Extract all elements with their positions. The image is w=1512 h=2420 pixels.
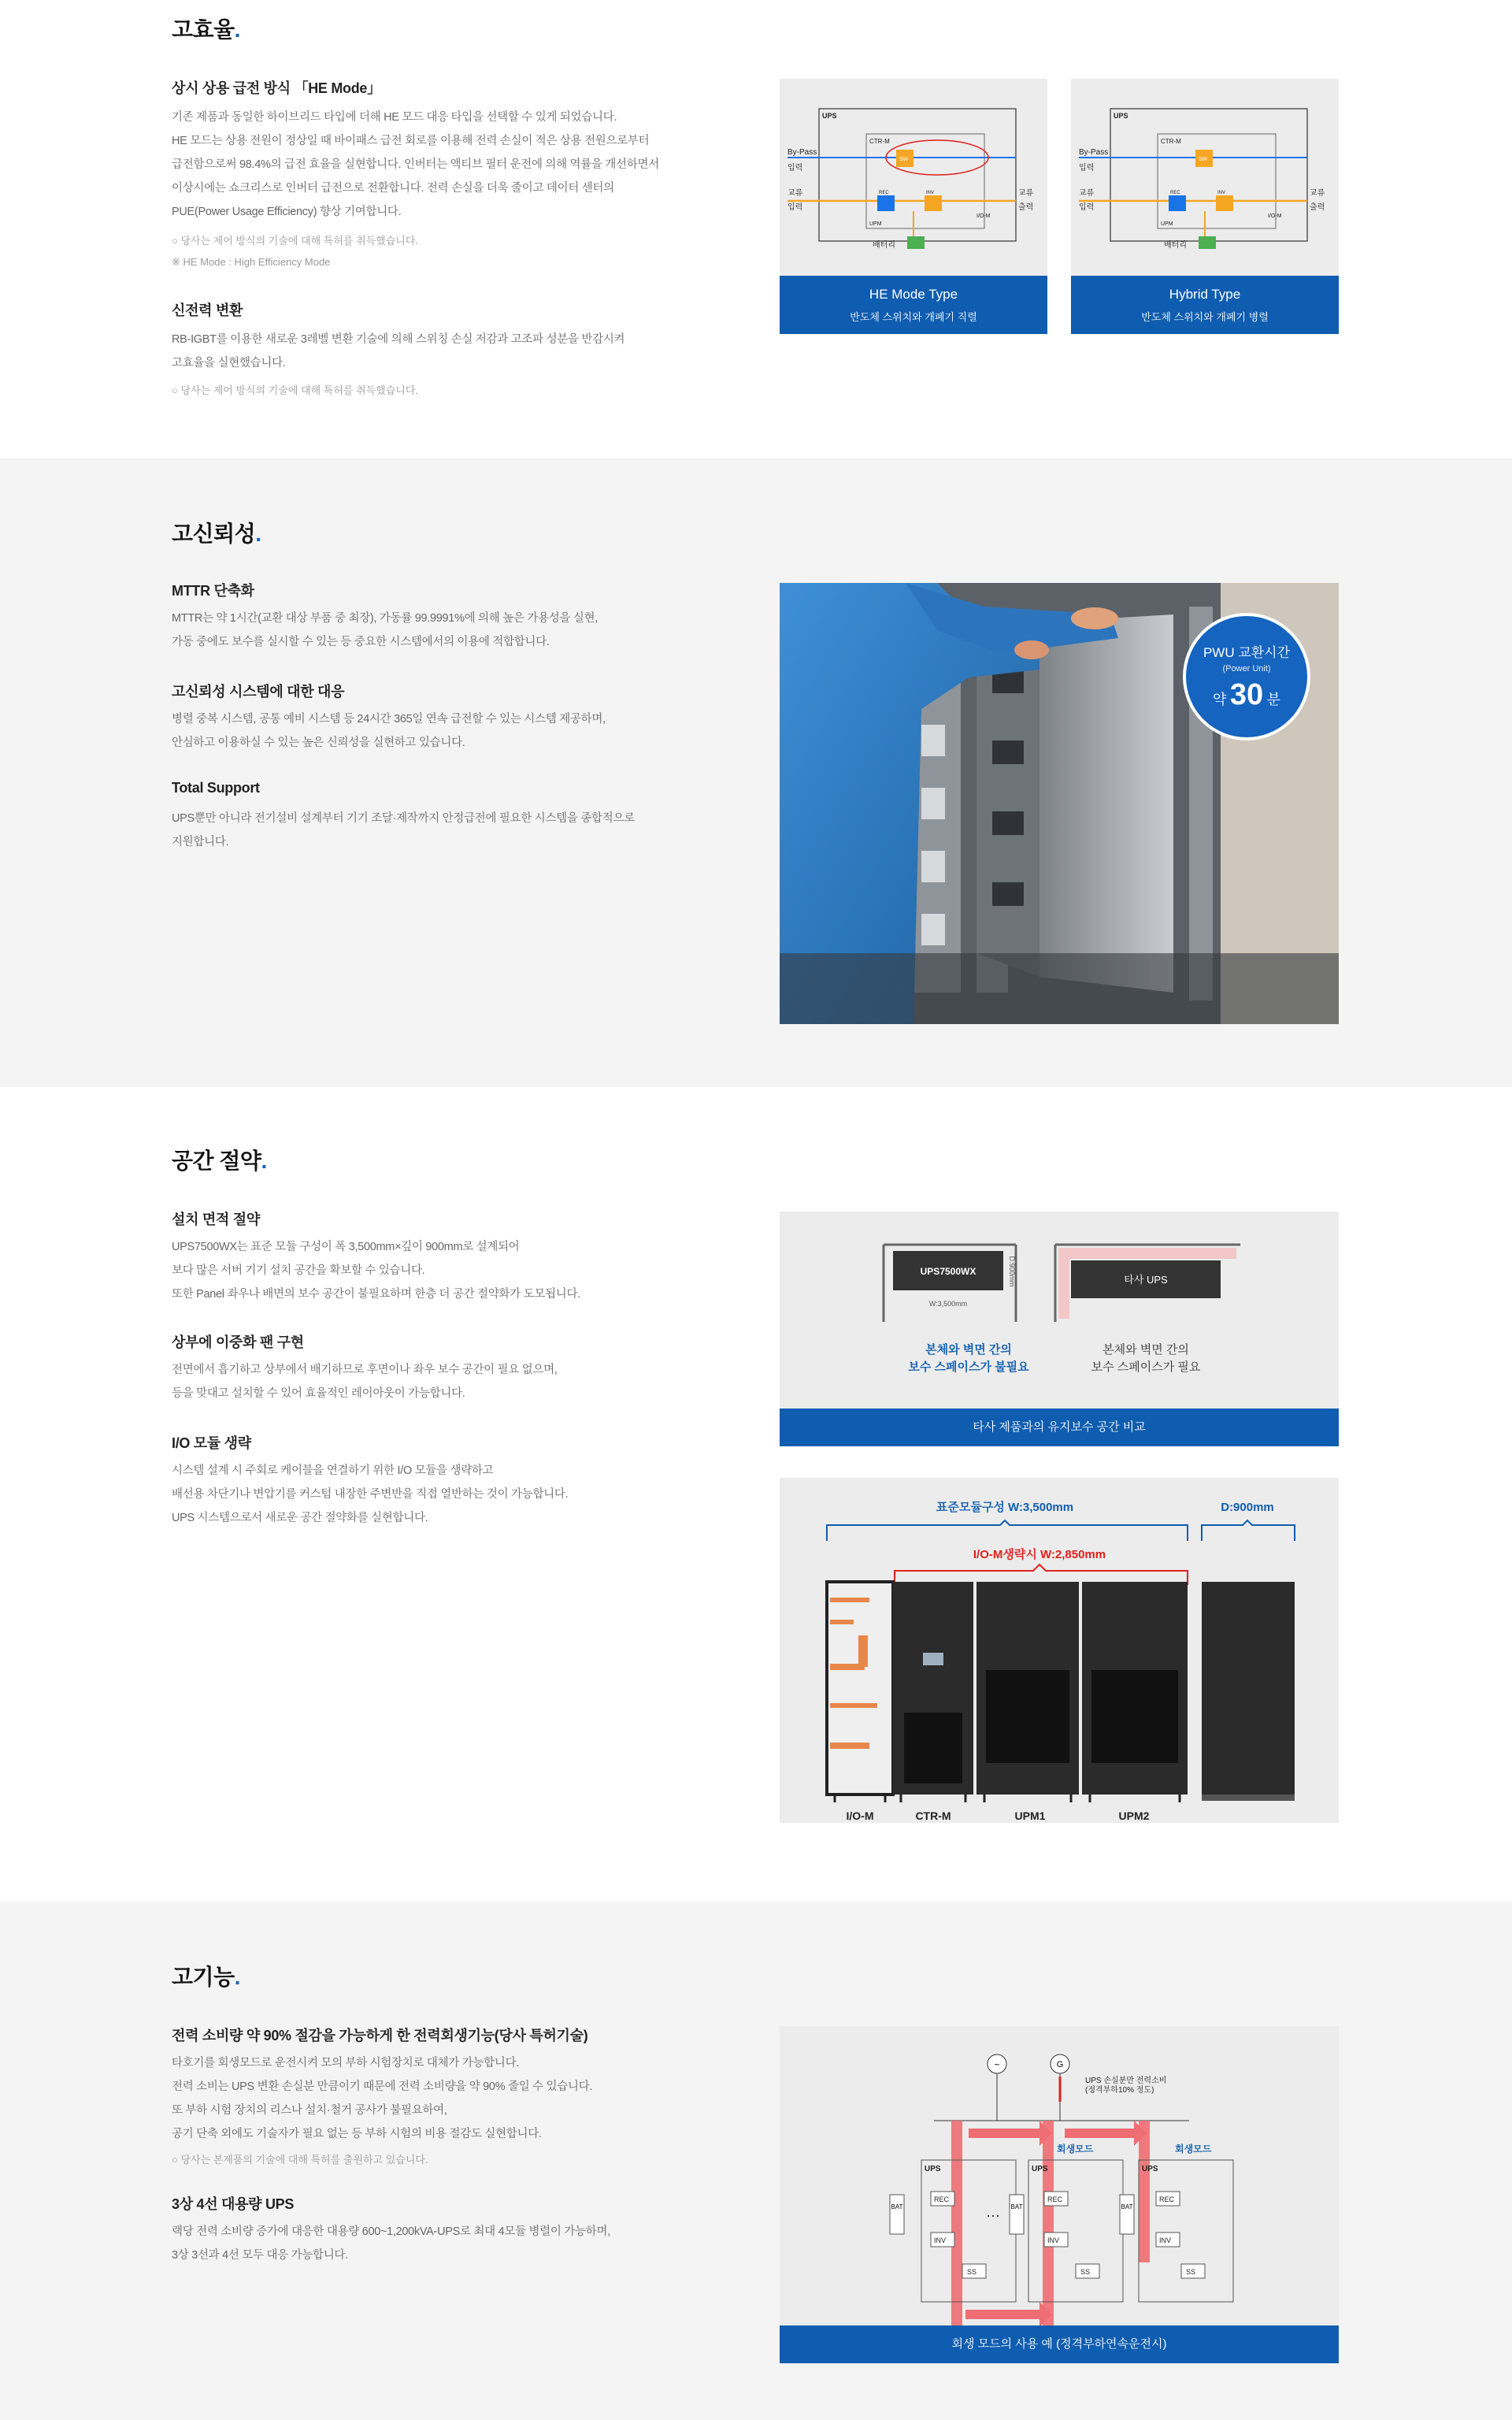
- he-mode-card: [780, 79, 1047, 334]
- note-patent-2: ○ 당사는 제어 방식의 기술에 대해 특허를 취득했습니다.: [172, 384, 419, 396]
- paragraph-regeneration: 타호기를 회생모드로 운전시켜 모의 부하 시험장치로 대체가 가능합니다. 전력 소비는 UPS 변환 손실분 만큼이기 때문에 전력 소비량을 약 90% 줄일 수 있습니다. 또 부하 시험 장치의 리스나 설치·철거 공사가 불필요하여, 공기 단축 외에도 기술자가 필요 없는 등 부하 시험의 비용 절감도 실현합니다.: [172, 2057, 593, 2140]
- svg-text:UPS: UPS: [1114, 112, 1128, 120]
- svg-text:~: ~: [994, 2059, 1000, 2070]
- pwu-badge-title: PWU 교환시간: [1203, 645, 1291, 660]
- caption-needs-space: 본체와 벽면 간의 보수 스페이스가 필요: [1091, 1343, 1201, 1374]
- he-mode-desc: 반도체 스위치와 개폐기 직렬: [850, 311, 977, 323]
- svg-text:SS: SS: [967, 2268, 977, 2276]
- svg-text:INV: INV: [1217, 191, 1226, 195]
- svg-text:I/O-M: I/O-M: [976, 213, 991, 219]
- subheading-fan: 상부에 이중화 팬 구현: [172, 1334, 304, 1350]
- technician-photo: [780, 583, 1339, 1024]
- regeneration-caption-bar: 회생 모드의 사용 예 (정격부하연속운전시): [780, 2325, 1339, 2363]
- note-patent-application: ○ 당사는 본제품의 기술에 대해 특허를 출원하고 있습니다.: [172, 2154, 428, 2166]
- svg-text:D:900mm: D:900mm: [1221, 1501, 1274, 1514]
- section-title: 고효율.: [172, 17, 240, 42]
- svg-text:입력: 입력: [788, 203, 803, 212]
- section-space-saving: [0, 1087, 1512, 1902]
- hybrid-caption: [1071, 276, 1339, 334]
- svg-text:배터리: 배터리: [1164, 241, 1187, 250]
- svg-text:INV: INV: [926, 191, 935, 195]
- svg-text:출력: 출력: [1310, 203, 1325, 212]
- svg-text:CTR-M: CTR-M: [1161, 138, 1181, 145]
- svg-text:교류: 교류: [788, 189, 803, 198]
- he-mode-title: HE Mode Type: [869, 287, 958, 302]
- subheading-reliability: 고신뢰성 시스템에 대한 대응: [172, 684, 345, 700]
- subheading-large-capacity: 3상 4선 대용량 UPS: [172, 2196, 295, 2212]
- hybrid-desc: 반도체 스위치와 개폐기 병렬: [1141, 311, 1269, 323]
- svg-text:SW: SW: [1199, 157, 1208, 162]
- paragraph-fan: 전면에서 흡기하고 상부에서 배기하므로 후면이나 좌우 보수 공간이 필요 없으며, 등을 맞대고 설치할 수 있어 효율적인 레이아웃이 가능합니다.: [172, 1364, 558, 1400]
- svg-text:UPS: UPS: [1142, 2165, 1158, 2173]
- note-patent: ○ 당사는 제어 방식의 기술에 대해 특허를 취득했습니다. ※ HE Mode : High Efficiency Mode: [172, 235, 419, 268]
- svg-text:CTR-M: CTR-M: [869, 138, 890, 145]
- svg-text:I/O-M생략시 W:2,850mm: I/O-M생략시 W:2,850mm: [973, 1548, 1106, 1561]
- svg-text:REC: REC: [1047, 2195, 1063, 2203]
- paragraph-reliability: 병렬 중복 시스템, 공통 예비 시스템 등 24시간 365일 연속 급전할 수 있는 시스템 제공하며, 안심하고 이용하실 수 있는 높은 신뢰성을 실현하고 있습니다.: [172, 713, 606, 749]
- section-high-function: [0, 1902, 1512, 2420]
- section-title: 고신뢰성.: [172, 521, 261, 546]
- svg-text:BAT: BAT: [1121, 2203, 1133, 2210]
- paragraph-power-conversion: RB-IGBT를 이용한 새로운 3레벨 변환 기술에 의해 스위칭 손실 저감과 고조파 성분을 반감시켜 고효율을 실현했습니다.: [172, 333, 625, 369]
- svg-text:UPM: UPM: [1161, 221, 1173, 227]
- svg-text:입력: 입력: [788, 164, 803, 173]
- subheading-power-conversion: 신전력 변환: [172, 302, 243, 318]
- svg-text:REC: REC: [934, 2195, 950, 2203]
- svg-text:BAT: BAT: [891, 2203, 903, 2210]
- subheading-he-mode: 상시 상용 급전 방식 「HE Mode」: [172, 80, 381, 96]
- paragraph-footprint: UPS7500WX는 표준 모듈 구성이 폭 3,500mm×깊이 900mm로 설계되어 보다 많은 서버 기기 설치 공간을 확보할 수 있습니다. 또한 Panel 좌우나 배면의 보수 공간이 불필요하며 한층 더 공간 절약화가 도모됩니다.: [172, 1241, 580, 1301]
- svg-text:회생모드: 회생모드: [1057, 2143, 1094, 2155]
- svg-text:I/O-M: I/O-M: [1268, 213, 1282, 219]
- svg-text:REC: REC: [879, 191, 889, 195]
- svg-text:I/O-M: I/O-M: [846, 1809, 874, 1822]
- svg-text:SW: SW: [899, 157, 909, 162]
- section-high-reliability: [0, 458, 1512, 1087]
- maintenance-space-compare: [780, 1212, 1339, 1446]
- svg-text:UPM1: UPM1: [1014, 1809, 1046, 1822]
- pwu-badge-sub: (Power Unit): [1222, 664, 1271, 674]
- compare-diagram: [780, 1212, 1339, 1409]
- svg-text:입력: 입력: [1079, 203, 1095, 212]
- svg-text:REC: REC: [1159, 2195, 1175, 2203]
- section-title: 고기능.: [172, 1965, 240, 1989]
- compare-caption-bar: 타사 제품과의 유지보수 공간 비교: [780, 1409, 1339, 1446]
- svg-text:회생모드: 회생모드: [1175, 2143, 1212, 2155]
- svg-text:By-Pass: By-Pass: [1079, 148, 1109, 157]
- svg-text:By-Pass: By-Pass: [788, 148, 817, 157]
- svg-text:배터리: 배터리: [873, 241, 895, 250]
- svg-text:UPM2: UPM2: [1118, 1809, 1150, 1822]
- svg-text:INV: INV: [1047, 2236, 1060, 2244]
- hybrid-diagram: [1071, 79, 1339, 276]
- svg-text:교류: 교류: [1018, 189, 1034, 198]
- pwu-badge: [1183, 613, 1310, 740]
- svg-text:CTR-M: CTR-M: [915, 1809, 951, 1822]
- subheading-io-module: I/O 모듈 생략: [172, 1435, 251, 1451]
- svg-text:UPS7500WX: UPS7500WX: [920, 1266, 976, 1277]
- svg-text:SS: SS: [1186, 2268, 1196, 2276]
- svg-text:BAT: BAT: [1010, 2203, 1023, 2210]
- svg-text:출력: 출력: [1018, 203, 1034, 212]
- module-diagram: [780, 1478, 1339, 1823]
- paragraph-io-module: 시스템 설계 시 주회로 케이블을 연결하기 위한 I/O 모듈을 생략하고 배선용 차단기나 변압기를 커스텀 내장한 주변반을 직접 열반하는 것이 가능합니다. UPS 시스템으로서 새로운 공간 절약화를 실현합니다.: [172, 1464, 569, 1524]
- svg-text:표준모듈구성 W:3,500mm: 표준모듈구성 W:3,500mm: [936, 1501, 1074, 1514]
- svg-text:입력: 입력: [1079, 164, 1095, 173]
- module-layout: [780, 1478, 1339, 1823]
- he-mode-caption: [780, 276, 1047, 334]
- regeneration-diagram: [780, 2026, 1339, 2325]
- svg-text:G: G: [1056, 2060, 1064, 2069]
- section-high-efficiency: [0, 0, 1512, 458]
- svg-text:D:900mm: D:900mm: [1008, 1256, 1016, 1287]
- subheading-footprint: 설치 면적 절약: [172, 1212, 260, 1227]
- subheading-total-support: Total Support: [172, 780, 260, 796]
- svg-text:SS: SS: [1080, 2268, 1091, 2276]
- subheading-mttr: MTTR 단축화: [172, 583, 254, 599]
- regeneration-diagram-card: [780, 2026, 1339, 2363]
- hybrid-title: Hybrid Type: [1169, 287, 1241, 302]
- svg-text:INV: INV: [934, 2236, 947, 2244]
- svg-text:UPS: UPS: [1032, 2165, 1048, 2173]
- paragraph-he-mode: 기존 제품과 동일한 하이브리드 타입에 더해 HE 모드 대응 타입을 선택할 수 있게 되었습니다. HE 모드는 상용 전원이 정상일 때 바이패스 급전 회로를 이용해 전력 손실이 적은 상용 전원으로부터 급전함으로써 98.4%의 급전 효율을 실현합니다. 인버터는 액티브 필터 운전에 의해 역률을 개선하면서 이상시에는 쇼크리스로 인버터 급전으로 전환합니다. 전력 손실을 더욱 줄이고 데이터 센터의 PUE(Power Usage Efficiency) 향상 기여합니다.: [172, 111, 659, 218]
- subheading-regeneration: 전력 소비량 약 90% 절감을 가능하게 한 전력회생기능(당사 특허기술): [172, 2028, 588, 2043]
- he-mode-diagram: [780, 79, 1047, 276]
- paragraph-mttr: MTTR는 약 1시간(교환 대상 부품 중 최장), 가동률 99.9991%에 의해 높은 가용성을 실현, 가동 중에도 보수를 실시할 수 있는 등 중요한 시스템에서의 이용에 적합합니다.: [172, 612, 598, 648]
- svg-text:UPS: UPS: [822, 112, 837, 120]
- svg-text:INV: INV: [1159, 2236, 1172, 2244]
- section-title: 공간 절약.: [172, 1149, 267, 1173]
- svg-text:UPS: UPS: [925, 2165, 941, 2173]
- paragraph-large-capacity: 랙당 전력 소비량 증가에 대응한 대용량 600~1,200kVA-UPS로 최대 4모듈 병렬이 가능하며, 3상 3선과 4선 모두 대응 가능합니다.: [172, 2225, 610, 2262]
- caption-no-space: 본체와 벽면 간의 보수 스페이스가 불필요: [908, 1343, 1029, 1374]
- svg-text:교류: 교류: [1079, 189, 1095, 198]
- regen-loss-note: UPS 손실분만 전력소비 (정격부하10% 정도): [1085, 2077, 1167, 2095]
- svg-text:REC: REC: [1170, 191, 1180, 195]
- svg-text:타사 UPS: 타사 UPS: [1124, 1274, 1168, 1286]
- svg-text:W:3,500mm: W:3,500mm: [928, 1300, 968, 1308]
- hybrid-card: [1071, 79, 1339, 334]
- pwu-badge-value: 약 30 분: [1213, 678, 1280, 711]
- paragraph-total-support: UPS뿐만 아니라 전기설비 설계부터 기기 조달·제작까지 안정급전에 필요한 시스템을 종합적으로 지원합니다.: [172, 812, 635, 848]
- svg-text:···: ···: [986, 2207, 1000, 2223]
- svg-text:UPM: UPM: [869, 221, 882, 227]
- svg-text:교류: 교류: [1310, 189, 1325, 198]
